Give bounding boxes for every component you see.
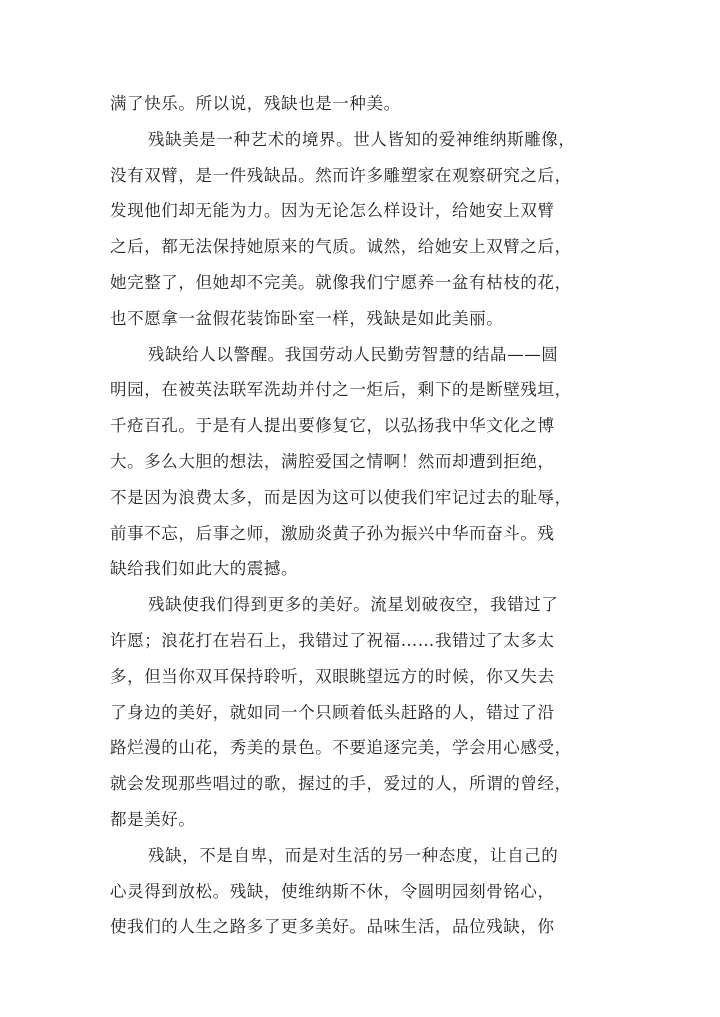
text-line: 之后，都无法保持她原来的气质。诚然，给她安上双臂之后， [110,237,572,257]
text-line: 她完整了，但她却不完美。就像我们宁愿养一盆有枯枝的花， [110,272,572,292]
text-line: 残缺，不是自卑，而是对生活的另一种态度，让自己的 [148,845,559,865]
text-line: 都是美好。 [110,809,196,829]
text-line: 大。多么大胆的想法，满腔爱国之情啊！然而却遭到拒绝， [110,451,555,471]
text-line: 满了快乐。所以说，残缺也是一种美。 [110,94,401,113]
text-line: 使我们的人生之路多了更多美好。品味生活，品位残缺，你 [110,917,555,937]
document-body [110,86,630,945]
text-line: 千疮百孔。于是有人提出要修复它，以弘扬我中华文化之博 [110,416,555,436]
text-line: 残缺给人以警醒。我国劳动人民勤劳智慧的结晶——圆 [148,344,559,364]
text-line: 路烂漫的山花，秀美的景色。不要追逐完美，学会用心感受， [110,738,572,758]
text-line: 残缺美是一种艺术的境界。世人皆知的爱神维纳斯雕像， [148,129,576,149]
text-line: 多，但当你双耳保持聆听，双眼眺望远方的时候，你又失去 [110,666,555,686]
text-line: 也不愿拿一盆假花装饰卧室一样，残缺是如此美丽。 [110,308,504,328]
text-line: 发现他们却无能为力。因为无论怎么样设计，给她安上双臂 [110,201,555,221]
text-line: 前事不忘，后事之师，激励炎黄子孙为振兴中华而奋斗。残 [110,523,555,543]
text-line: 不是因为浪费太多，而是因为这可以使我们牢记过去的耻辱， [110,487,572,507]
text-line: 没有双臂，是一件残缺品。然而许多雕塑家在观察研究之后， [110,165,572,185]
text-line: 许愿；浪花打在岩石上，我错过了祝福……我错过了太多太 [110,630,555,650]
text-line: 缺给我们如此大的震撼。 [110,559,299,579]
text-line: 残缺使我们得到更多的美好。流星划破夜空，我错过了 [148,595,559,615]
text-line: 就会发现那些唱过的歌，握过的手，爱过的人，所谓的曾经， [110,774,572,794]
text-line: 了身边的美好，就如同一个只顾着低头赶路的人，错过了沿 [110,702,555,722]
text-line: 明园，在被英法联军洗劫并付之一炬后，剩下的是断壁残垣， [110,380,572,400]
text-line: 心灵得到放松。残缺，使维纳斯不休，令圆明园刻骨铭心， [110,881,555,901]
